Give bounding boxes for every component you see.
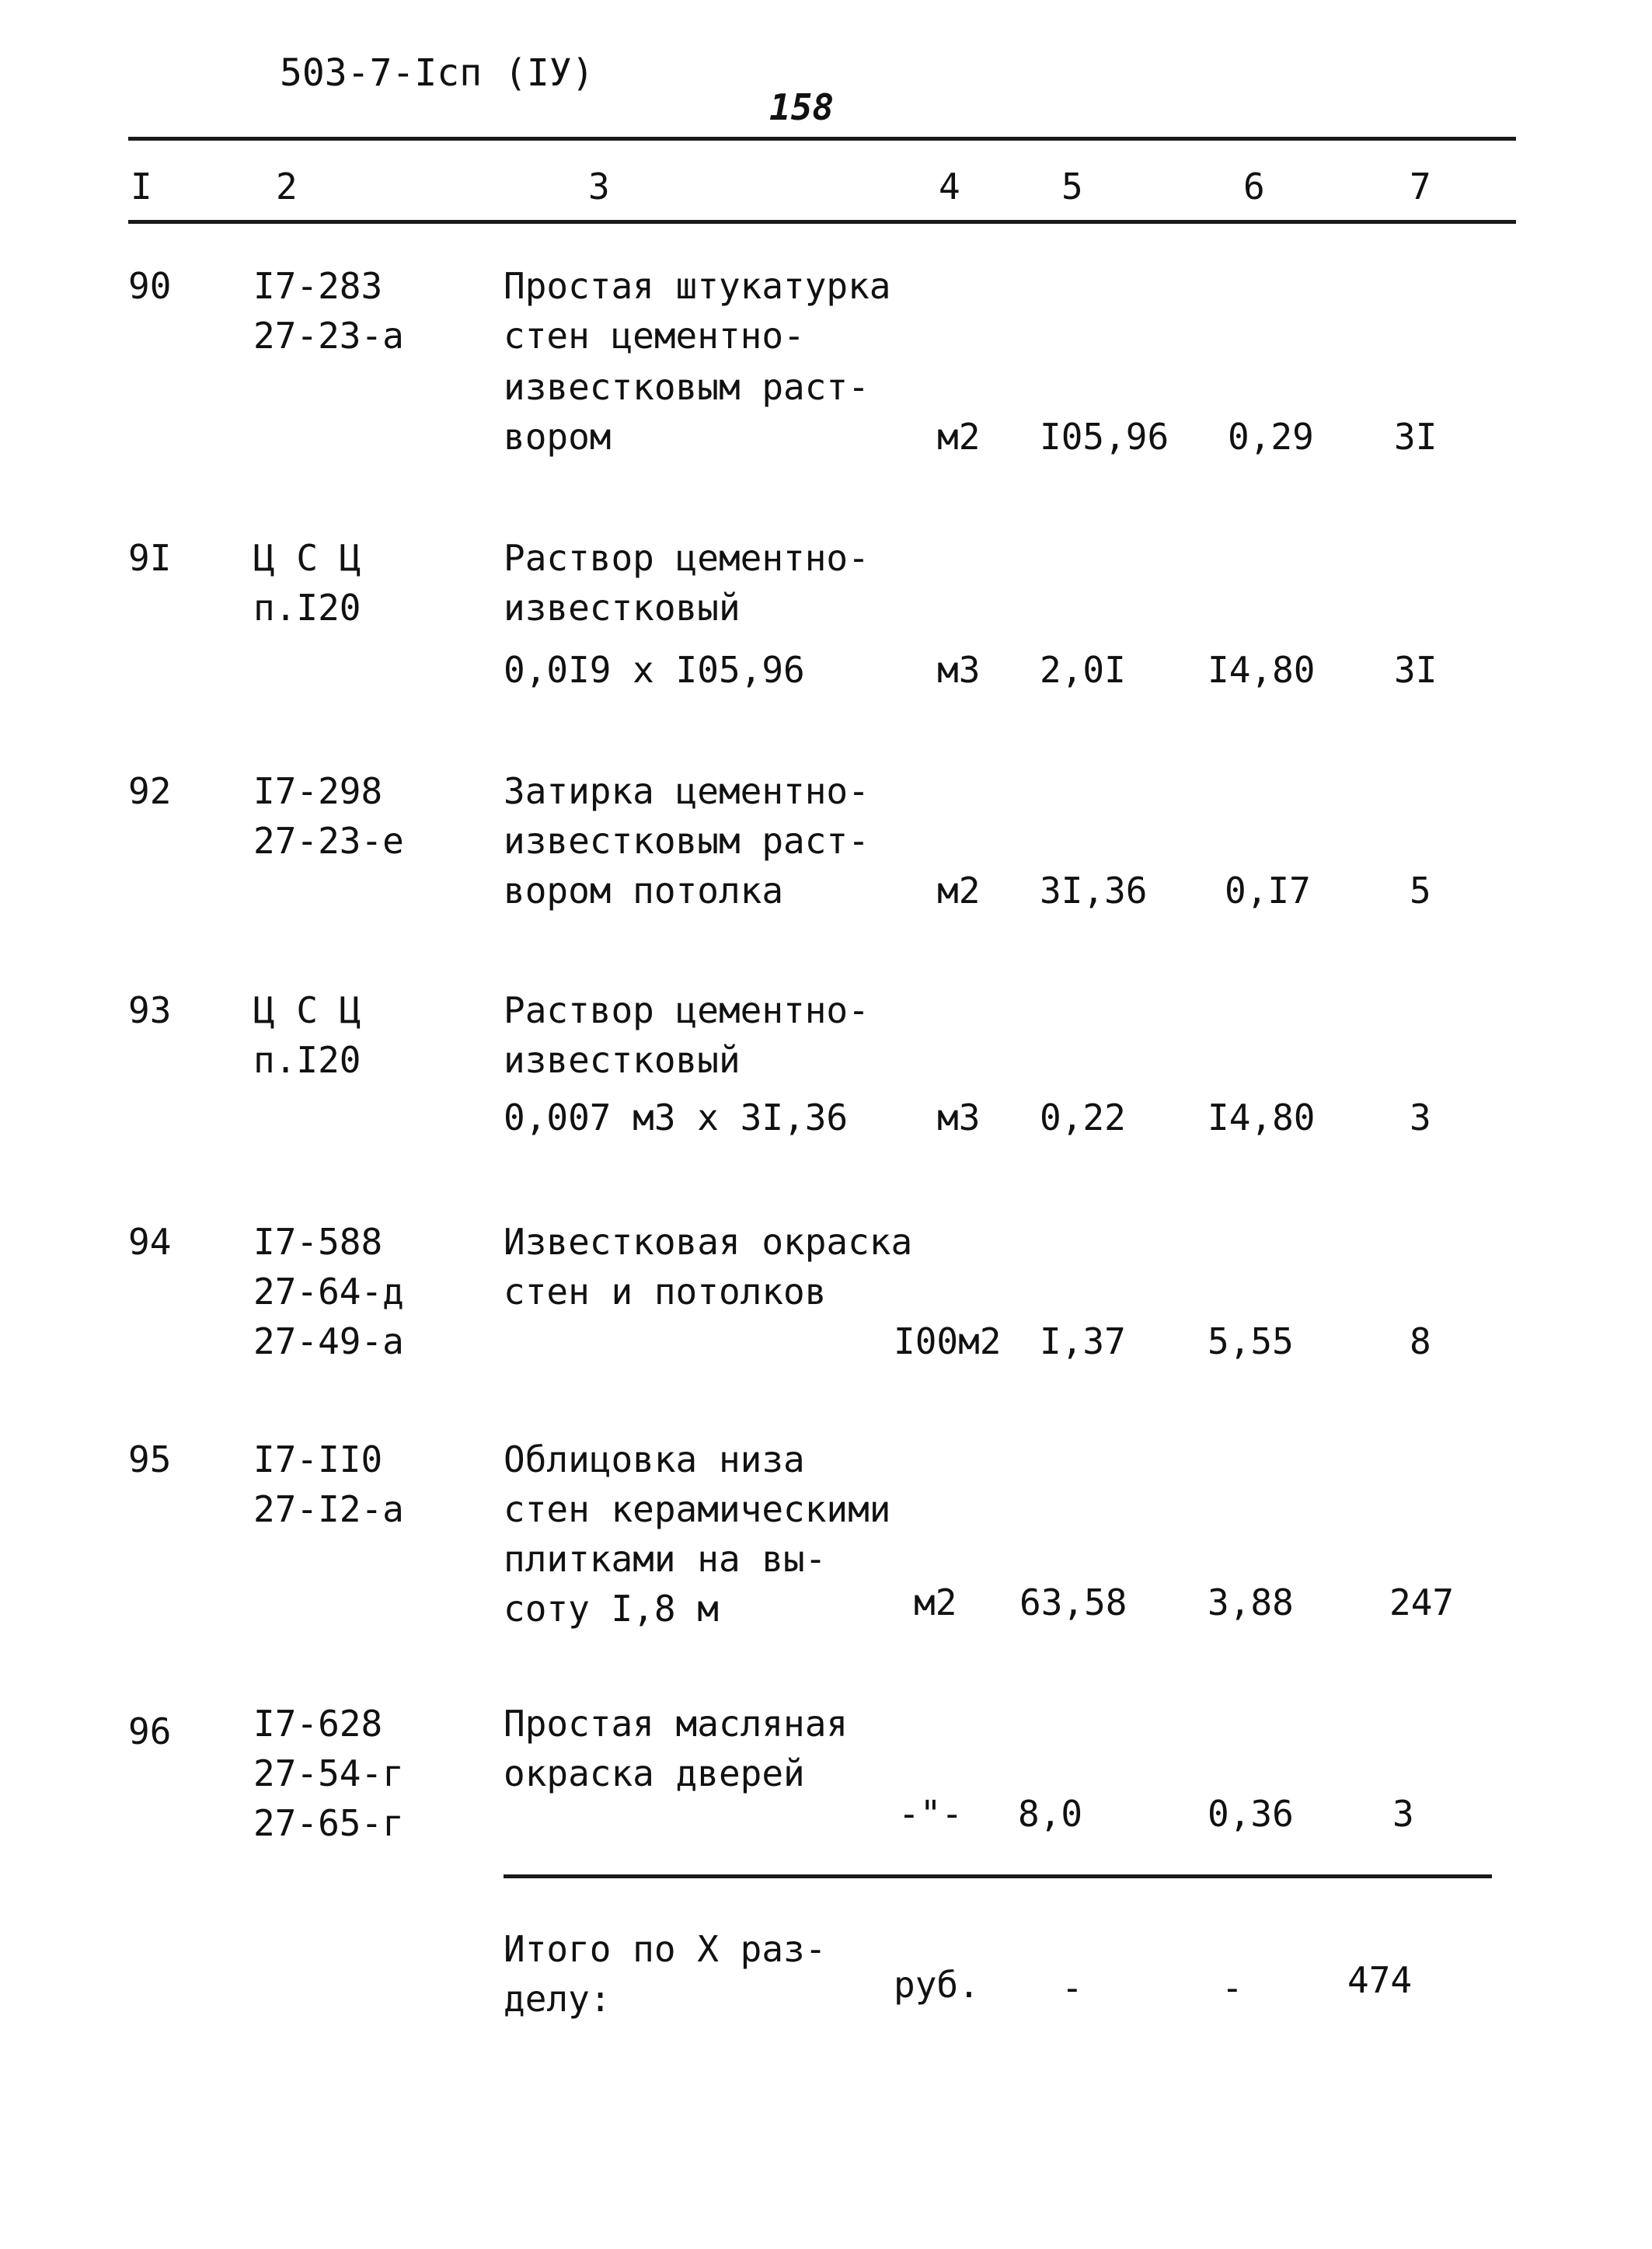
row-quantity: 0,22 — [1040, 1097, 1126, 1138]
row-price: 3,88 — [1208, 1581, 1294, 1623]
row-number: 92 — [128, 770, 172, 812]
row-unit: м2 — [937, 870, 981, 912]
row-number: 96 — [128, 1710, 172, 1752]
row-price: 0,29 — [1228, 416, 1314, 458]
row-quantity: 8,0 — [1018, 1793, 1083, 1835]
row-price: I4,80 — [1208, 1097, 1316, 1138]
column-header-1: I — [131, 166, 152, 207]
row-description-line: стен цементно- — [504, 315, 805, 357]
row-number: 93 — [128, 989, 172, 1031]
row-description-line: стен керамическими — [504, 1488, 891, 1530]
row-description-line: Известковая окраска — [504, 1221, 913, 1263]
row-code: 27-64-д — [253, 1271, 404, 1313]
row-description-line: вором потолка — [504, 870, 784, 912]
row-code: I7-283 — [253, 265, 383, 307]
summary-total: 474 — [1347, 1959, 1413, 2001]
row-number: 95 — [128, 1438, 172, 1480]
summary-unit: руб. — [894, 1964, 980, 2006]
row-unit: м2 — [937, 416, 981, 458]
row-code: 27-23-е — [253, 820, 404, 862]
column-header-rule — [128, 220, 1516, 224]
row-description-line: вором — [504, 416, 612, 458]
row-unit: м3 — [937, 649, 981, 691]
table-top-rule — [128, 137, 1516, 141]
row-total: 8 — [1410, 1320, 1431, 1362]
row-code: I7-628 — [253, 1703, 383, 1745]
row-number: 9I — [128, 537, 172, 579]
page-number: 158 — [769, 86, 835, 128]
column-header-2: 2 — [276, 166, 298, 207]
summary-price: - — [1222, 1967, 1243, 2009]
row-description-line: плитками на вы- — [504, 1538, 827, 1580]
row-total: 5 — [1410, 870, 1431, 912]
row-code: 27-23-а — [253, 315, 404, 357]
row-description-line: окраска дверей — [504, 1752, 805, 1794]
row-description-line: Раствор цементно- — [504, 989, 870, 1031]
row-code: 27-I2-а — [253, 1488, 404, 1530]
column-header-3: 3 — [588, 166, 610, 207]
row-number: 94 — [128, 1221, 172, 1263]
row-code: I7-588 — [253, 1221, 383, 1263]
row-price: 5,55 — [1208, 1320, 1294, 1362]
row-description-line: Простая штукатурка — [504, 265, 891, 307]
row-total: 3I — [1394, 649, 1438, 691]
column-header-4: 4 — [939, 166, 960, 207]
row-quantity: 63,58 — [1019, 1581, 1127, 1623]
row-code: Ц С Ц — [253, 537, 361, 579]
row-code: п.I20 — [253, 587, 361, 629]
row-total: 3 — [1410, 1097, 1431, 1138]
row-number: 90 — [128, 265, 172, 307]
row-unit: м2 — [914, 1581, 957, 1623]
row-code: п.I20 — [253, 1039, 361, 1081]
row-code: Ц С Ц — [253, 989, 361, 1031]
row-description-line: 0,0I9 х I05,96 — [504, 649, 805, 691]
row-unit: м3 — [937, 1097, 981, 1138]
row-description-line: Затирка цементно- — [504, 770, 870, 812]
row-total: 3I — [1394, 416, 1438, 458]
row-price: I4,80 — [1208, 649, 1316, 691]
row-description-line: Простая масляная — [504, 1703, 849, 1745]
row-total: 3 — [1392, 1793, 1414, 1835]
row-description-line: известковым раст- — [504, 366, 870, 408]
row-price: 0,36 — [1208, 1793, 1294, 1835]
column-header-7: 7 — [1410, 166, 1431, 207]
row-description-line: известковым раст- — [504, 820, 870, 862]
row-quantity: I,37 — [1040, 1320, 1126, 1362]
row-code: I7-298 — [253, 770, 383, 812]
row-description-line: известковый — [504, 587, 741, 629]
column-header-5: 5 — [1061, 166, 1083, 207]
row-price: 0,I7 — [1225, 870, 1311, 912]
row-code: 27-54-г — [253, 1752, 404, 1794]
row-code: 27-65-г — [253, 1802, 404, 1844]
column-header-6: 6 — [1243, 166, 1265, 207]
row-description-line: 0,007 м3 х 3I,36 — [504, 1097, 849, 1138]
row-description-line: стен и потолков — [504, 1271, 827, 1313]
row-description-line: Раствор цементно- — [504, 537, 870, 579]
row-quantity: I05,96 — [1040, 416, 1169, 458]
summary-label-line: Итого по Х раз- — [504, 1928, 827, 1970]
row-quantity: 2,0I — [1040, 649, 1126, 691]
summary-quantity: - — [1061, 1967, 1083, 2009]
summary-rule — [504, 1874, 1492, 1878]
row-total: 247 — [1389, 1581, 1455, 1623]
document-code: 503-7-Iсп (IУ) — [280, 51, 594, 95]
row-unit: I00м2 — [894, 1320, 1002, 1362]
row-description-line: Облицовка низа — [504, 1438, 805, 1480]
row-code: 27-49-а — [253, 1320, 404, 1362]
row-quantity: 3I,36 — [1040, 870, 1148, 912]
summary-label-line: делу: — [504, 1978, 612, 2020]
row-unit: -"- — [898, 1793, 964, 1835]
row-code: I7-II0 — [253, 1438, 383, 1480]
row-description-line: известковый — [504, 1039, 741, 1081]
row-description-line: соту I,8 м — [504, 1588, 719, 1630]
